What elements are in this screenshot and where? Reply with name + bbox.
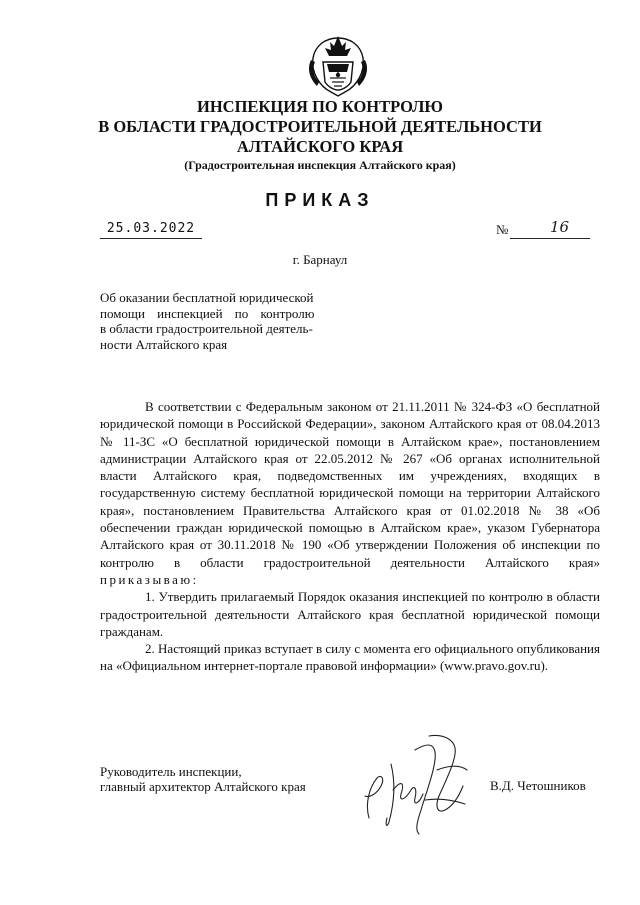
handwritten-signature xyxy=(355,730,495,840)
order-date: 25.03.2022 xyxy=(100,220,202,239)
item-2-paragraph: 2. Настоящий приказ вступает в силу с момента его официального опубликования на «Официальном интернет-портале правовой информации» (www.pravo.gov.ru). xyxy=(100,641,600,674)
org-name-line-2: В ОБЛАСТИ ГРАДОСТРОИТЕЛЬНОЙ ДЕЯТЕЛЬНОСТИ xyxy=(98,117,542,136)
preamble-paragraph xyxy=(100,398,600,588)
order-body xyxy=(100,398,600,675)
org-name-line-1: ИНСПЕКЦИЯ ПО КОНТРОЛЮ xyxy=(197,97,443,116)
org-short-name: (Градостроительная инспекция Алтайского края) xyxy=(184,158,456,172)
subject-line: помощи инспекцией по контролю xyxy=(100,305,315,321)
city: г. Барнаул xyxy=(292,252,348,267)
subject-line: ности Алтайского края xyxy=(100,336,228,352)
signatory-title-line-1: Руководитель инспекции, xyxy=(100,764,242,779)
org-name-line-3: АЛТАЙСКОГО КРАЯ xyxy=(236,137,404,156)
order-subject xyxy=(100,290,348,352)
subject-line: в области градостроительной деятель- xyxy=(100,321,313,336)
signatory-name: В.Д. Четошников xyxy=(490,778,586,793)
item-1-paragraph: 1. Утвердить прилагаемый Порядок оказания инспекцией по контролю в области градостроительной деятельности Алтайского края бесплатной юридической помощи гражданам. xyxy=(100,589,600,639)
preamble-text: В соответствии с Федеральным законом от 21.11.2011 № 324-ФЗ «О бесплатной юридической помощи в Российской Федерации», законом Алтайского края от 08.04.2013 № 11-ЗС «О бесплатной юридической помощи в Алтайском крае», постановлением администрации Алтайского края от 22.05.2012 № 267 «Об органах исполнительной власти Алтайского края, подведомственных им учреждениях, входящих в государственную систему бесплатной юридической помощи на территории Алтайского края», постановлением Правительства Алтайского края от 01.02.2018 № 38 «Об обеспечении граждан юридической помощью в Алтайском крае», указом Губернатора Алтайского края от 30.11.2018 № 190 «Об утверждении Положения об инспекции по контролю в области градостроительной деятельности Алтайского края» xyxy=(100,399,600,570)
document-type-title: ПРИКАЗ xyxy=(265,190,375,210)
signatory-title xyxy=(100,764,306,794)
subject-line: Об оказании бесплатной юридической xyxy=(100,290,314,305)
order-number-label: № xyxy=(496,222,509,237)
signatory-title-line-2: главный архитектор Алтайского края xyxy=(100,779,306,794)
coat-of-arms-emblem xyxy=(303,32,373,102)
order-keyword: приказываю: xyxy=(100,571,199,587)
order-number: 16 xyxy=(550,218,570,236)
